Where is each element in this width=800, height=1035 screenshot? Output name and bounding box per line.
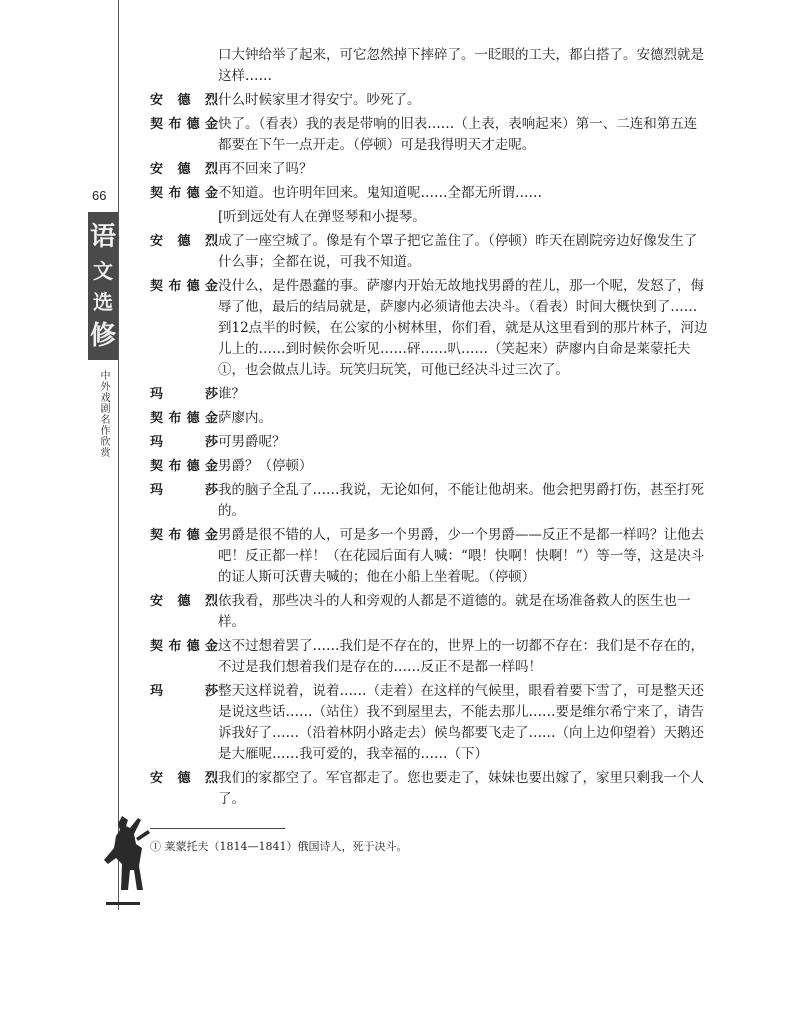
speaker-name: 玛 莎 xyxy=(150,435,218,450)
dialogue-text: 什么时候家里才得安宁。吵死了。 xyxy=(218,92,421,108)
dialogue-line xyxy=(150,681,710,765)
dialogue-line xyxy=(150,456,710,477)
speaker-name: 契 布 德 金 xyxy=(150,528,218,543)
dialogue-text: 再不回来了吗？ xyxy=(218,161,313,177)
dialogue-text: 不知道。也许明年回来。鬼知道呢……全都无所谓…… xyxy=(218,185,542,201)
section-tab-char: 修 xyxy=(89,320,116,351)
speaker-name: 玛 莎 xyxy=(150,483,218,498)
dialogue-text: 萨廖内。 xyxy=(218,410,272,426)
dialogue-line xyxy=(150,276,710,381)
dialogue-text: 没什么，是件愚蠢的事。萨廖内开始无故地找男爵的茬儿，那一个呢，发怒了，侮辱了他，最后的结局就是，萨廖内必须请他去决斗。（看表）时间大概快到了……到12点半的时候，在公家的小树林里，你们看，就是从这里看到的那片林子，河边儿上的……到时候你会听见……砰……叭……（笑起来）萨廖内自命是莱蒙托夫①，也会做点儿诗。玩笑归玩笑，可他已经决斗过三次了。 xyxy=(218,278,708,378)
section-tab-char: 选 xyxy=(93,289,113,314)
speaker-name: 安 德 烈 xyxy=(150,93,218,108)
speaker-name: 契 布 德 金 xyxy=(150,639,218,654)
dialogue-text: 可男爵呢？ xyxy=(218,434,286,450)
dialogue-text: 男爵？（停顿） xyxy=(218,458,313,474)
dialogue-text: 口大钟给举了起来，可它忽然掉下摔碎了。一眨眼的工夫，都白搭了。安德烈就是这样…… xyxy=(218,47,704,84)
book-subtitle: 中外戏剧名作欣赏 xyxy=(98,370,109,458)
dialogue-text: 依我看，那些决斗的人和旁观的人都是不道德的。就是在场准备救人的医生也一样。 xyxy=(218,593,691,630)
section-tab-char: 语 xyxy=(89,221,116,252)
dialogue-line xyxy=(150,636,710,678)
speaker-name: 契 布 德 金 xyxy=(150,411,218,426)
page-number: 66 xyxy=(92,188,107,203)
dialogue-text: 男爵是很不错的人，可是多一个男爵，少一个男爵——反正不是都一样吗？让他去吧！反正都一样！（在花园后面有人喊：“喂！快啊！快啊！”）等一等，这是决斗的证人斯可沃曹夫喊的；他在小船上坐着呢。（停顿） xyxy=(218,527,705,585)
dialogue-text: [听到远处有人在弹竖琴和小提琴。 xyxy=(218,209,426,225)
section-tab xyxy=(88,212,118,360)
dialogue-text: 成了一座空城了。像是有个罩子把它盖住了。（停顿）昨天在剧院旁边好像发生了什么事；全都在说，可我不知道。 xyxy=(218,233,698,270)
speaker-name: 契 布 德 金 xyxy=(150,186,218,201)
dialogue-text: 谁？ xyxy=(218,386,245,402)
speaker-name: 安 德 烈 xyxy=(150,771,218,786)
speaker-name: 安 德 烈 xyxy=(150,594,218,609)
dialogue-line xyxy=(150,159,710,180)
script-body xyxy=(150,45,710,813)
dialogue-text: 整天这样说着，说着……（走着）在这样的气候里，眼看着要下雪了，可是整天还是说这些话……（站住）我不到屋里去，不能去那儿……要是维尔希宁来了，请告诉我好了……（沿着林阴小路走去）候鸟都要飞走了……（向上边仰望着）天鹅还是大雁呢……我可爱的，我幸福的……（下） xyxy=(218,683,704,762)
speaker-name: 安 德 烈 xyxy=(150,234,218,249)
dialogue-line xyxy=(150,45,710,87)
dialogue-line xyxy=(150,432,710,453)
dialogue-text: 这不过想着罢了……我们是不存在的，世界上的一切都不存在：我们是不存在的，不过是我们想着我们是存在的……反正不是都一样吗！ xyxy=(218,638,704,675)
dialogue-line xyxy=(150,408,710,429)
dialogue-line xyxy=(150,207,710,228)
dialogue-line xyxy=(150,768,710,810)
dialogue-line xyxy=(150,591,710,633)
dialogue-text: 我们的家都空了。军官都走了。您也要走了，妹妹也要出嫁了，家里只剩我一个人了。 xyxy=(218,770,704,807)
speaker-name: 契 布 德 金 xyxy=(150,459,218,474)
dialogue-line xyxy=(150,183,710,204)
dialogue-line xyxy=(150,384,710,405)
spine-line xyxy=(118,0,119,910)
dialogue-line xyxy=(150,480,710,522)
section-tab-char: 文 xyxy=(93,258,113,283)
dialogue-line xyxy=(150,90,710,111)
speaker-name: 契 布 德 金 xyxy=(150,279,218,294)
speaker-name: 契 布 德 金 xyxy=(150,117,218,132)
dialogue-text: 快了。（看表）我的表是带响的旧表……（上表，表响起来）第一、二连和第五连都要在下午一点开走。（停顿）可是我得明天才走呢。 xyxy=(218,116,698,153)
dialogue-line xyxy=(150,114,710,156)
dialogue-text: 我的脑子全乱了……我说，无论如何，不能让他胡来。他会把男爵打伤，甚至打死的。 xyxy=(218,482,704,519)
speaker-name: 安 德 烈 xyxy=(150,162,218,177)
dialogue-line xyxy=(150,231,710,273)
speaker-name: 玛 莎 xyxy=(150,684,218,699)
footnote-rule xyxy=(150,828,285,829)
dialogue-line xyxy=(150,525,710,588)
knight-silhouette-icon xyxy=(92,808,152,908)
footnote: ① 莱蒙托夫（1814—1841）俄国诗人，死于决斗。 xyxy=(150,840,408,853)
speaker-name: 玛 莎 xyxy=(150,387,218,402)
